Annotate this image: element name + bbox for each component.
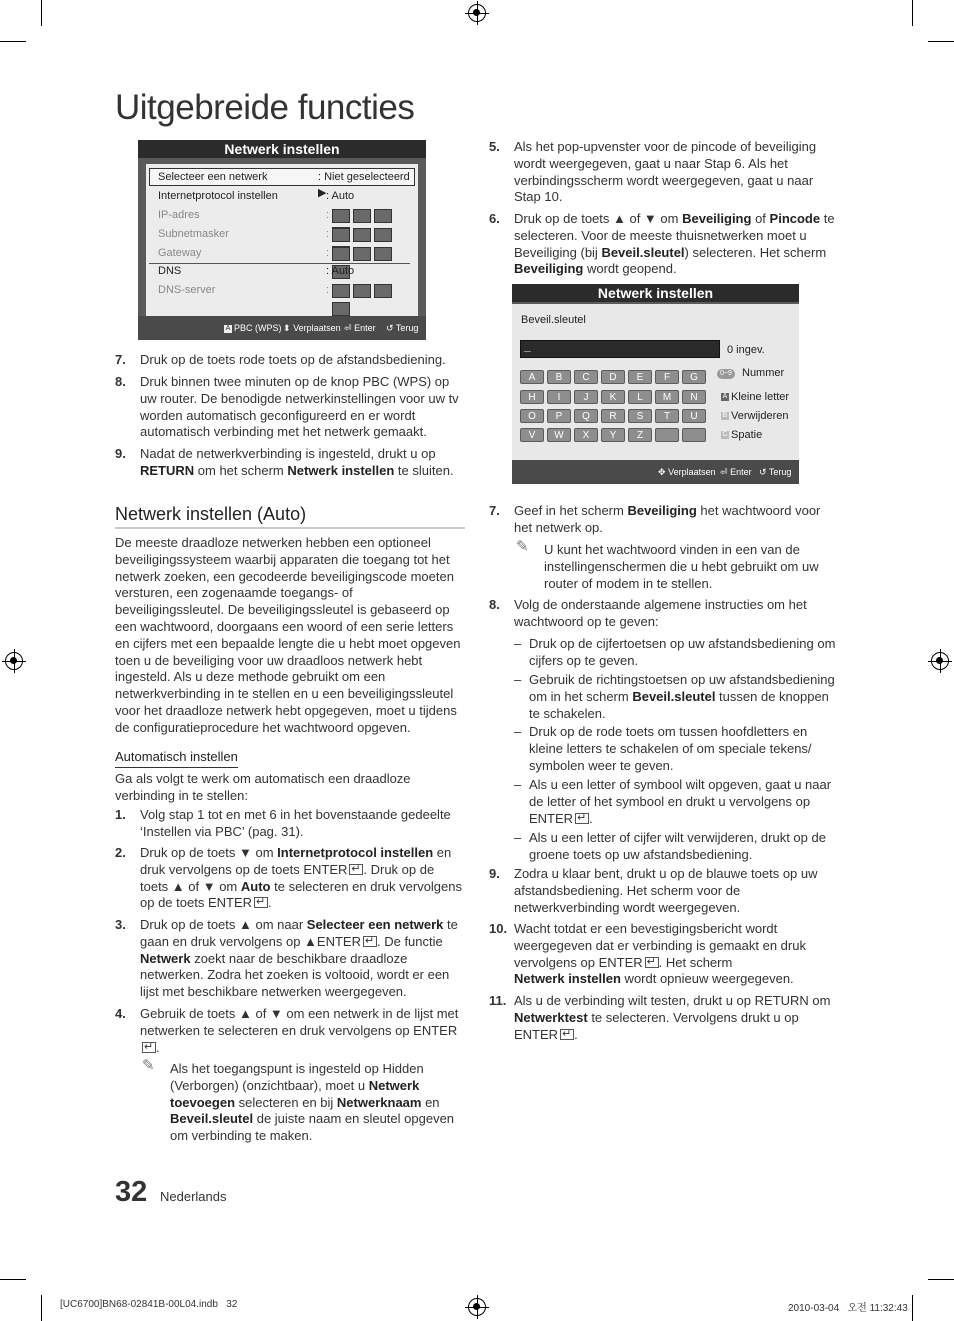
key[interactable]: E — [628, 370, 652, 384]
dash-item: – Als u een letter of symbool wilt opgeven, gaat u naar de letter of het symbool en drukt u vervolgens op ENTER↵ . — [514, 777, 836, 827]
key[interactable]: N — [682, 390, 706, 404]
key[interactable]: G — [682, 370, 706, 384]
step-2: 2. Druk op de toets ▼ om Internetprotocol instellen en druk vervolgens op de toets ENTER↵ . Druk op de toets ▲ of ▼ om Auto te selecteren en druk vervolgens op de toets ENTER↵ . — [115, 845, 465, 912]
enter-icon: ⏎ — [344, 323, 352, 333]
screen-panel — [512, 304, 799, 460]
list-item: 7. Druk op de toets rode toets op de afstandsbediening. — [115, 352, 446, 367]
security-key-screen — [512, 284, 799, 484]
list-item: 8. Druk binnen twee minuten op de knop PBC (WPS) op uw router. De benodigde netwerkinstellingen voor uw tv worden automatisch geconfigureerd en er wordt automatisch verbinding met het netwerk gemaakt. — [115, 374, 459, 440]
step-10: 10. Wacht totdat er een bevestigingsbericht wordt weergegeven dat er verbinding is gemaakt en druk vervolgens op ENTER↵ . Het scherm Netwerk instellen wordt opnieuw weergegeven. — [489, 921, 835, 988]
crop-mark — [912, 0, 913, 26]
registration-mark-icon — [468, 4, 486, 22]
network-settings-screen — [138, 140, 426, 340]
row-gateway: Gateway : — [158, 244, 410, 262]
row-ip-address: IP-adres : — [158, 206, 410, 224]
key-blank[interactable] — [655, 428, 679, 442]
a-key-icon: A — [225, 324, 231, 332]
move-icon: ✥ — [658, 467, 666, 477]
enter-icon — [645, 957, 659, 968]
b-key-icon: B — [722, 412, 728, 420]
registration-mark-icon — [468, 1298, 486, 1316]
key[interactable]: F — [655, 370, 679, 384]
key[interactable]: S — [628, 409, 652, 423]
legend-delete: B Verwijderen — [722, 410, 789, 422]
step-11: 11. Als u de verbinding wilt testen, drukt u op RETURN om Netwerktest te selecteren. Vervolgens drukt u op ENTER↵ . — [489, 993, 835, 1043]
legend-space: C Spatie — [722, 429, 763, 441]
dash-item: – Druk op de cijfertoetsen op uw afstandsbediening om cijfers op te geven. — [514, 636, 836, 668]
screen-footer: ✥ Verplaatsen ⏎ Enter ↺ Terug — [512, 460, 799, 484]
enter-icon — [254, 897, 268, 908]
registration-mark-icon — [931, 652, 949, 670]
c-key-icon: C — [722, 431, 728, 439]
key[interactable]: Y — [601, 428, 625, 442]
crop-mark — [41, 1295, 42, 1321]
legend-lowercase: A Kleine letter — [722, 391, 790, 403]
enter-icon — [575, 813, 589, 824]
row-dns[interactable]: DNS : Auto — [158, 265, 355, 277]
print-date: 2010-03-04 오전 11:32:43 — [788, 1303, 908, 1314]
list-item: 9. Nadat de netwerkverbinding is ingesteld, drukt u op RETURN om het scherm Netwerk instellen te sluiten. — [115, 446, 454, 478]
key[interactable]: I — [547, 390, 571, 404]
key[interactable]: Q — [574, 409, 598, 423]
subsection-heading: Automatisch instellen — [115, 749, 238, 768]
input-count: 0 ingev. — [727, 344, 765, 356]
key[interactable]: L — [628, 390, 652, 404]
language-label: Nederlands — [160, 1189, 227, 1204]
updown-icon: ⬍ — [283, 323, 291, 333]
enter-icon — [349, 864, 363, 875]
key[interactable]: P — [547, 409, 571, 423]
sub-intro: Ga als volgt te werk om automatisch een draadloze verbinding in te stellen: — [115, 771, 411, 803]
dash-item: – Druk op de rode toets om tussen hoofdletters en kleine letters te schakelen of om speciale tekens/ symbolen weer te geven. — [514, 724, 812, 773]
registration-mark-icon — [5, 652, 23, 670]
note-icon: ✎ — [142, 1057, 155, 1074]
step-8: 8. Volg de onderstaande algemene instructies om het wachtwoord op te geven: — [489, 597, 807, 629]
key[interactable]: D — [601, 370, 625, 384]
key[interactable]: T — [655, 409, 679, 423]
screen-title: Netwerk instellen — [512, 284, 799, 302]
key[interactable]: Z — [628, 428, 652, 442]
number-badge: 0~9 — [717, 369, 735, 379]
note: Als het toegangspunt is ingesteld op Hidden (Verborgen) (onzichtbaar), moet u Netwerk toevoegen selecteren en bij Netwerknaam en Beveil.sleutel de juiste naam en sleutel opgeven om verbinding te maken. — [170, 1061, 455, 1144]
key[interactable]: H — [520, 390, 544, 404]
enter-icon — [142, 1042, 156, 1053]
step-1: 1. Volg stap 1 tot en met 6 in het bovenstaande gedeelte ‘Instellen via PBC’ (pag. 31). — [115, 807, 451, 839]
intro-paragraph: De meeste draadloze netwerken hebben een optioneel beveiligingssysteem waarbij apparaten die toegang tot het netwerk zoeken, een gecodeerde beveiligingscode moeten versturen, een zogenaamde toegangs- of beveiligingssleutel. De beveiligingssleutel is gebaseerd op een wachtwoord, doorgaans een woord of een serie letters en cijfers met een bepaalde lengte die u hebt moet opgeven toen u de beveiliging voor uw draadloos netwerk hebt ingesteld. Als u deze methode gebruikt om een netwerkverbinding in te stellen en u een beveiligingssleutel voor het draadloze netwerk hebt opgegeven, moet u tijdens de configuratieprocedure het wachtwoord opgeven. — [115, 535, 461, 735]
crop-mark — [912, 1295, 913, 1321]
password-input[interactable]: _ — [520, 340, 720, 358]
step-6: 6. Druk op de toets ▲ of ▼ om Beveiliging of Pincode te selecteren. Voor de meeste thuisnetwerken moet u Beveiliging (bij Beveil.sleutel) selecteren. Het scherm Beveiliging wordt geopend. — [489, 211, 835, 277]
screen-footer: A PBC (WPS) ⬍ Verplaatsen ⏎ Enter ↺ Terug — [138, 316, 426, 340]
key[interactable]: U — [682, 409, 706, 423]
step-3: 3. Druk op de toets ▲ om naar Selecteer een netwerk te gaan en druk vervolgens op ▲ENTER↵ . De functie Netwerk zoekt naar de beschikbare draadloze netwerken. Zodra het zoeken is voltooid, wordt er een lijst met beschikbare netwerken weergegeven. — [115, 917, 465, 1001]
step-7: 7. Geef in het scherm Beveiliging het wachtwoord voor het netwerk op. — [489, 503, 821, 535]
enter-icon: ⏎ — [720, 467, 728, 477]
key-blank[interactable] — [682, 428, 706, 442]
enter-icon — [363, 936, 377, 947]
step-5: 5. Als het pop-upvenster voor de pincode of beveiliging wordt weergegeven, gaat u naar Stap 6. Als het verbindingsscherm wordt weergegeven, gaat u naar Stap 10. — [489, 139, 817, 205]
note-icon: ✎ — [516, 538, 529, 555]
key[interactable]: R — [601, 409, 625, 423]
return-icon: ↺ — [386, 323, 394, 333]
screen-title: Netwerk instellen — [138, 140, 426, 158]
key[interactable]: B — [547, 370, 571, 384]
page-title: Uitgebreide functies — [115, 88, 415, 127]
key[interactable]: K — [601, 390, 625, 404]
field-label: Beveil.sleutel — [521, 314, 586, 326]
crop-mark — [928, 1279, 954, 1280]
key[interactable]: V — [520, 428, 544, 442]
print-file: [UC6700]BN68-02841B-00L04.indb 32 — [60, 1299, 238, 1310]
step-9: 9. Zodra u klaar bent, drukt u op de blauwe toets op uw afstandsbediening. Het scherm voor de netwerkverbinding wordt weergegeven. — [489, 866, 818, 915]
screen-panel — [146, 164, 418, 316]
row-ip-settings[interactable]: Internetprotocol instellen : Auto — [158, 190, 355, 202]
key[interactable]: X — [574, 428, 598, 442]
key[interactable]: M — [655, 390, 679, 404]
return-icon: ↺ — [759, 467, 767, 477]
page-number: 32 — [115, 1176, 148, 1208]
dash-item: – Gebruik de richtingstoetsen op uw afstandsbediening om in het scherm Beveil.sleutel tussen de knoppen te schakelen. — [514, 672, 835, 721]
row-dns-server: DNS-server : — [158, 281, 410, 299]
enter-icon — [560, 1029, 574, 1040]
crop-mark — [0, 41, 26, 42]
key[interactable]: W — [547, 428, 571, 442]
key[interactable]: O — [520, 409, 544, 423]
key[interactable]: J — [574, 390, 598, 404]
key[interactable]: C — [574, 370, 598, 384]
section-heading: Netwerk instellen (Auto) — [115, 506, 465, 529]
row-subnet: Subnetmasker : — [158, 225, 410, 243]
a-key-icon: A — [722, 393, 728, 401]
note: U kunt het wachtwoord vinden in een van de instellingenschermen die u hebt gebruikt om uw router of modem in te stellen. — [544, 542, 819, 591]
key[interactable]: A — [520, 370, 544, 384]
crop-mark — [928, 41, 954, 42]
crop-mark — [0, 1279, 26, 1280]
dash-item: – Als u een letter of cijfer wilt verwijderen, drukt op de groene toets op uw afstandsbediening. — [514, 830, 826, 862]
step-4: 4. Gebruik de toets ▲ of ▼ om een netwerk in de lijst met netwerken te selecteren en druk vervolgens op ENTER↵. — [115, 1006, 465, 1056]
crop-mark — [41, 0, 42, 26]
number-label: Nummer — [742, 367, 785, 379]
row-select-network[interactable]: Selecteer een netwerk : Niet geselecteerd ▶ — [149, 168, 415, 186]
